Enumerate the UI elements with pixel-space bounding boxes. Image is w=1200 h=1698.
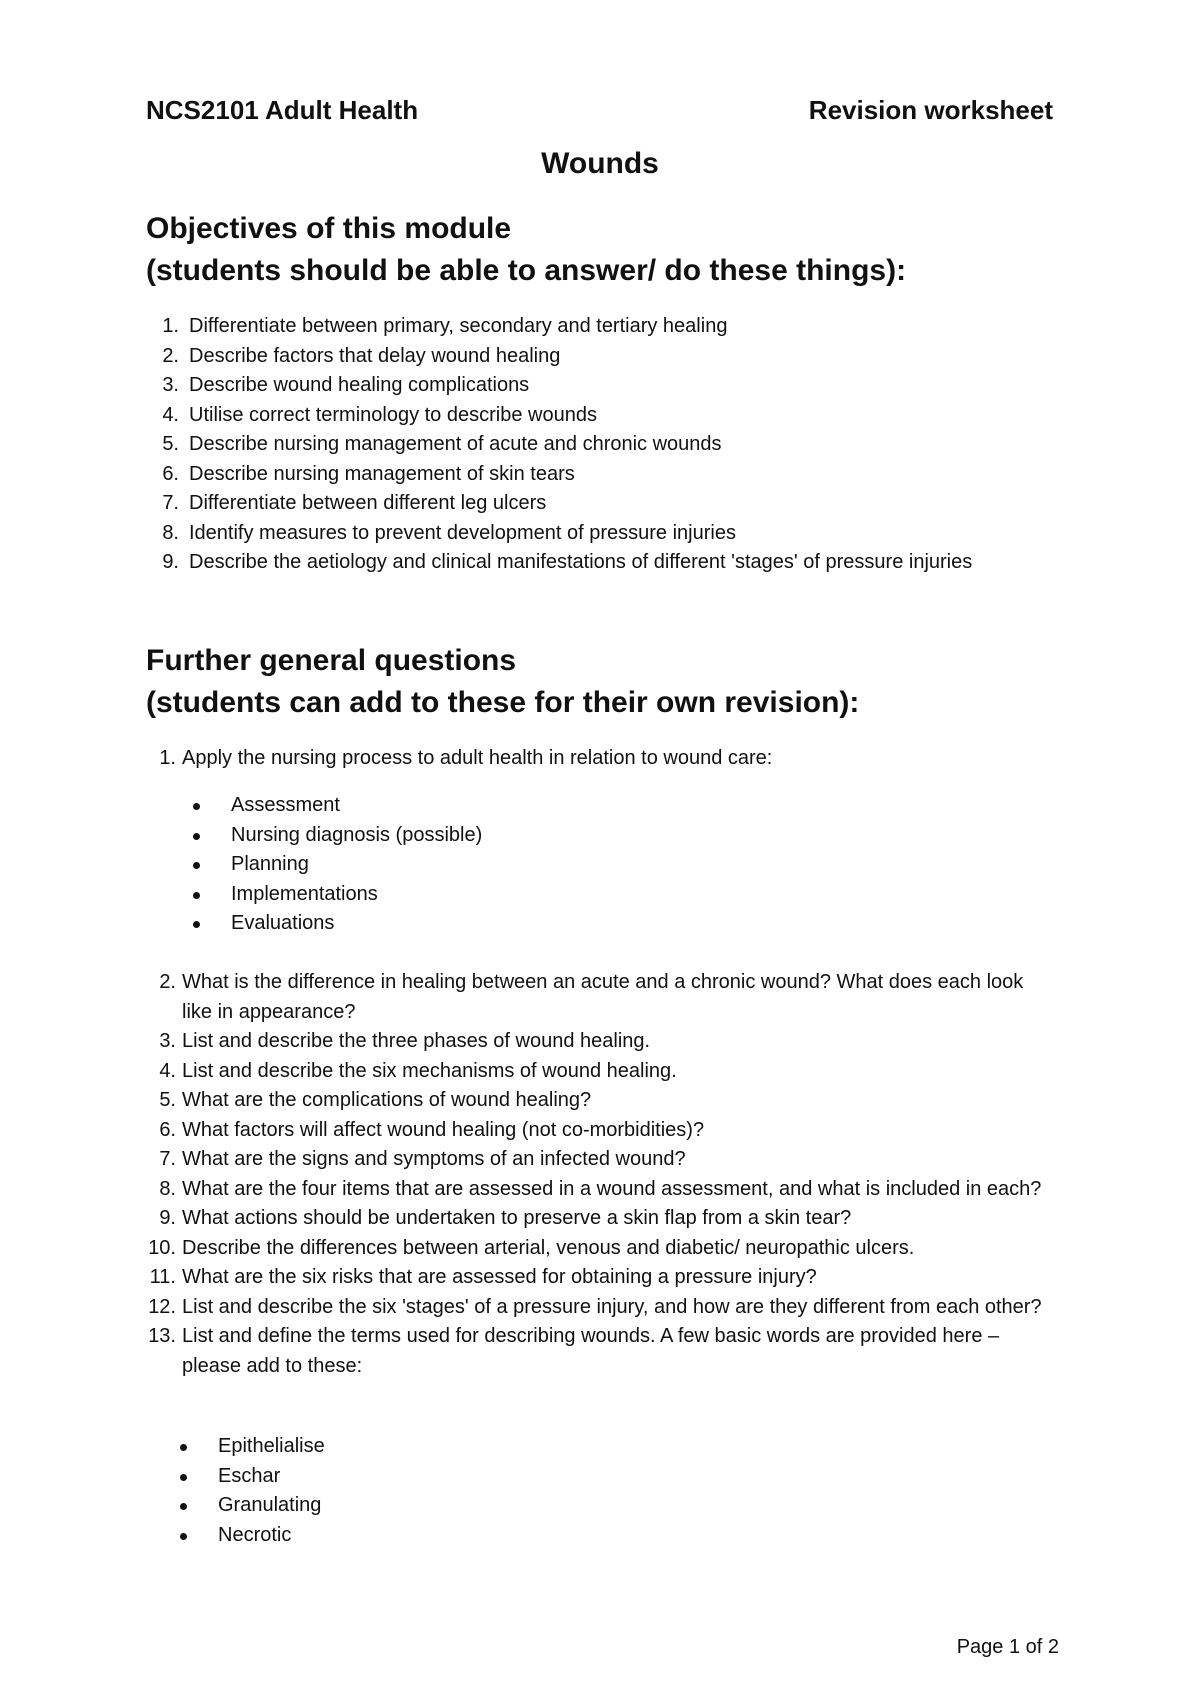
objective-item [162, 342, 1039, 372]
bullet-dot-icon [193, 921, 200, 928]
objective-item [162, 519, 1039, 549]
question-number: 3. [159, 1030, 176, 1052]
question-item [159, 1175, 1052, 1205]
question-item [159, 968, 1052, 1027]
question-item [148, 1293, 1052, 1323]
bullet-dot-icon [193, 803, 200, 810]
objective-number: 7. [162, 492, 179, 514]
question-text: List and describe the three phases of wound healing. [182, 1030, 651, 1052]
bullet-item: Assessment [231, 791, 482, 821]
bullet-item: Necrotic [218, 1521, 325, 1551]
question-text: List and describe the six 'stages' of a pressure injury, and how are they different from each other? [182, 1295, 1042, 1318]
bullet-item: Implementations [231, 880, 482, 910]
header-doc-type: Revision worksheet [808, 95, 1053, 125]
bullet-dot-icon [180, 1533, 187, 1540]
objective-text: Differentiate between different leg ulcers [189, 492, 547, 514]
objective-text: Differentiate between primary, secondary and tertiary healing [189, 315, 728, 337]
question-number: 8. [159, 1177, 176, 1200]
questions-heading-line1: Further general questions [146, 644, 517, 677]
objective-number: 4. [162, 403, 179, 426]
objective-number: 3. [162, 374, 179, 396]
objective-number: 5. [162, 433, 179, 455]
question-item [159, 744, 1052, 774]
questions-list [148, 968, 1052, 1381]
question-item [149, 1263, 1052, 1293]
bullet-item: Nursing diagnosis (possible) [231, 821, 482, 851]
question-item [159, 1204, 1052, 1234]
bullet-item: Epithelialise [218, 1432, 325, 1462]
page-title: Wounds [541, 147, 659, 180]
objective-text: Describe nursing management of acute and chronic wounds [189, 433, 722, 455]
bullet-dot-icon [193, 862, 200, 869]
bullet-item: Eschar [218, 1462, 325, 1492]
objective-item [162, 489, 1039, 519]
objectives-heading [146, 208, 906, 292]
question-text: What actions should be undertaken to preserve a skin flap from a skin tear? [182, 1207, 852, 1229]
question-number: 9. [159, 1207, 176, 1229]
question-item [159, 1145, 1052, 1175]
objective-item [162, 401, 1039, 431]
question-text: What factors will affect wound healing (not co-morbidities)? [182, 1118, 705, 1141]
question-number: 1. [159, 747, 176, 769]
objective-number: 2. [162, 344, 179, 367]
bullet-dot-icon [180, 1444, 187, 1451]
bullet-item: Evaluations [231, 909, 482, 939]
objective-text: Describe factors that delay wound healing [189, 344, 561, 367]
question-number: 5. [159, 1089, 176, 1111]
question-item [159, 1086, 1052, 1116]
objectives-heading-line1: Objectives of this module [146, 212, 512, 245]
objective-item [162, 312, 1039, 342]
objective-number: 9. [162, 551, 179, 573]
objective-text: Identify measures to prevent development of pressure injuries [189, 521, 736, 544]
question-text: What are the four items that are assessed in a wound assessment, and what is included in each? [182, 1177, 1042, 1200]
question-number: 13. [148, 1325, 176, 1347]
objective-item [162, 460, 1039, 490]
question-text: What are the complications of wound healing? [182, 1089, 592, 1111]
question-number: 12. [148, 1295, 176, 1318]
question-text: What are the six risks that are assessed for obtaining a pressure injury? [182, 1266, 817, 1288]
header-course: NCS2101 Adult Health [146, 95, 419, 125]
question-number: 6. [159, 1118, 176, 1141]
objectives-list [162, 312, 1039, 578]
bullet-dot-icon [193, 833, 200, 840]
question-number: 10. [148, 1236, 176, 1259]
nursing-process-bullets [231, 791, 482, 939]
objective-text: Utilise correct terminology to describe wounds [189, 403, 597, 426]
question-item [148, 1234, 1052, 1264]
bullet-dot-icon [180, 1503, 187, 1510]
bullet-item: Granulating [218, 1491, 325, 1521]
objective-number: 6. [162, 462, 179, 485]
questions-heading-line2: (students can add to these for their own revision): [146, 686, 860, 719]
objective-text: Describe nursing management of skin tears [189, 462, 575, 485]
question-text: List and describe the six mechanisms of wound healing. [182, 1059, 677, 1082]
objective-number: 8. [162, 521, 179, 544]
question-1-list [159, 744, 1052, 774]
objective-item [162, 371, 1039, 401]
question-text: List and define the terms used for describing wounds. A few basic words are provided here – please add to these: [182, 1325, 1000, 1377]
wound-terms-bullets [218, 1432, 325, 1550]
question-text: What are the signs and symptoms of an infected wound? [182, 1148, 686, 1170]
question-number: 7. [159, 1148, 176, 1170]
objective-number: 1. [162, 315, 179, 337]
page-number: Page 1 of 2 [956, 1636, 1059, 1658]
questions-heading [146, 640, 859, 724]
question-text: Describe the differences between arterial, venous and diabetic/ neuropathic ulcers. [182, 1236, 915, 1259]
bullet-item: Planning [231, 850, 482, 880]
objective-text: Describe the aetiology and clinical manifestations of different 'stages' of pressure injuries [189, 551, 973, 573]
question-item [159, 1116, 1052, 1146]
bullet-dot-icon [193, 892, 200, 899]
objectives-heading-line2: (students should be able to answer/ do these things): [146, 254, 907, 287]
question-number: 4. [159, 1059, 176, 1082]
question-number: 11. [149, 1266, 176, 1288]
objective-item [162, 548, 1039, 578]
question-text: Apply the nursing process to adult health in relation to wound care: [182, 747, 773, 769]
question-text: What is the difference in healing between an acute and a chronic wound? What does each look like in appearance? [182, 971, 1024, 1023]
bullet-dot-icon [180, 1474, 187, 1481]
question-number: 2. [159, 971, 176, 993]
objective-text: Describe wound healing complications [189, 374, 530, 396]
question-item [159, 1057, 1052, 1087]
question-item [148, 1322, 1052, 1381]
objective-item [162, 430, 1039, 460]
question-item [159, 1027, 1052, 1057]
